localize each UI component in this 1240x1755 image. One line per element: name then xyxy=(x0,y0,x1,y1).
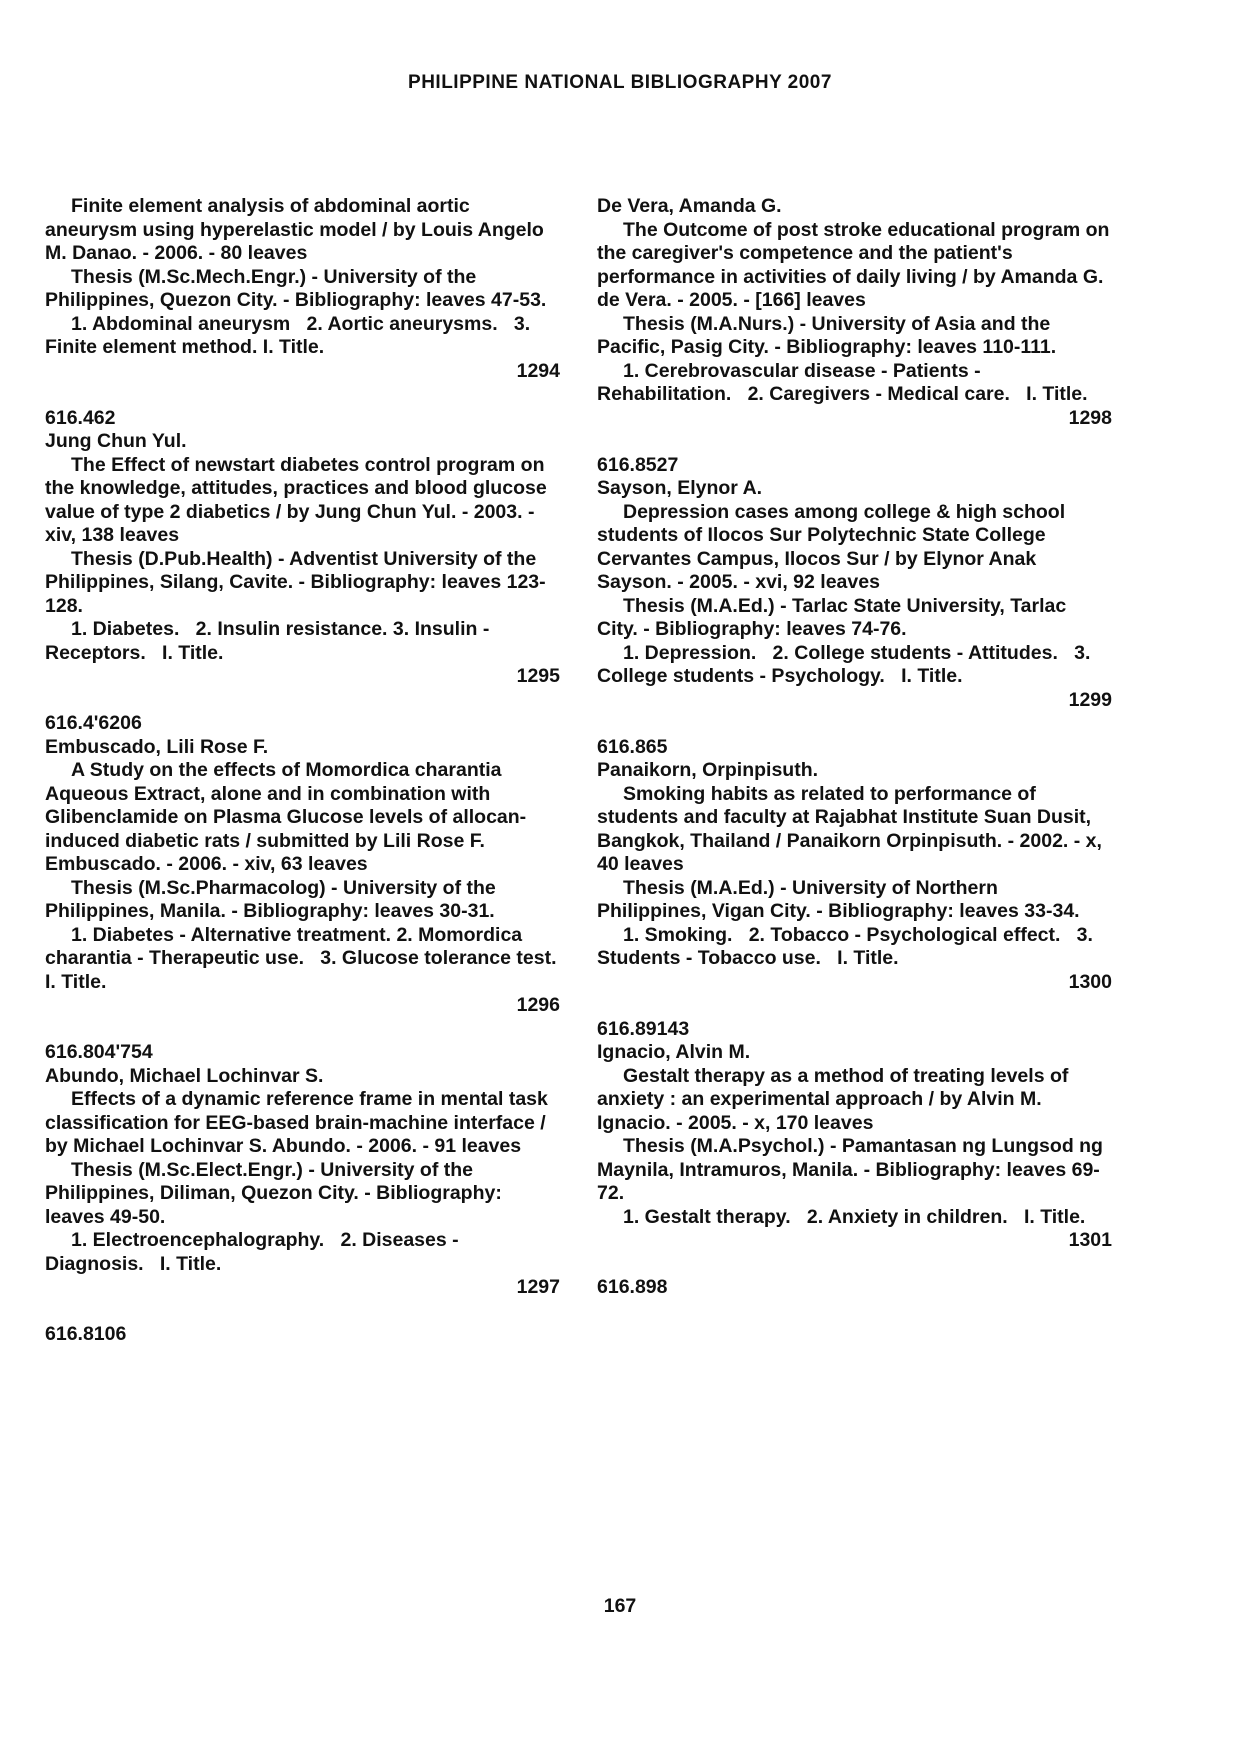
class-number: 616.89143 xyxy=(597,1017,690,1040)
entry-author: Jung Chun Yul. xyxy=(45,430,187,452)
class-number: 616.8527 xyxy=(597,453,679,476)
left-column xyxy=(45,195,573,1370)
entry-title: A Study on the effects of Momordica charantia Aqueous Extract, alone and in combination with Glibenclamide on Plasma Glucose levels of allocan-induced diabetic rats / submitted by Lili Rose F. Embuscado. - 2006. - xiv, 63 leaves xyxy=(45,759,527,875)
entry-subjects: 1. Gestalt therapy. 2. Anxiety in children. I. Title. xyxy=(623,1205,1086,1228)
entry-1299 xyxy=(597,454,1112,713)
entry-subjects: 1. Diabetes - Alternative treatment. 2. Momordica charantia - Therapeutic use. 3. Glucose tolerance test. I. Title. xyxy=(45,923,573,993)
entry-note: Thesis (M.A.Nurs.) - University of Asia and the Pacific, Pasig City. - Bibliography: leaves 110-111. xyxy=(597,312,1057,358)
entry-1300 xyxy=(597,736,1112,995)
entry-1301 xyxy=(597,1018,1112,1253)
entry-note: Thesis (M.A.Ed.) - Tarlac State University, Tarlac City. - Bibliography: leaves 74-76. xyxy=(597,594,1072,640)
entry-1294 xyxy=(45,195,560,383)
entry-1296 xyxy=(45,712,573,1018)
entry-subjects: 1. Abdominal aneurysm 2. Aortic aneurysms. 3. Finite element method. I. Title. xyxy=(45,312,536,358)
entry-next xyxy=(45,1323,560,1347)
page-header: PHILIPPINE NATIONAL BIBLIOGRAPHY 2007 xyxy=(408,72,832,93)
entry-subjects: 1. Cerebrovascular disease - Patients - Rehabilitation. 2. Caregivers - Medical care. I. Title. xyxy=(597,359,1088,405)
entry-number: 1300 xyxy=(1068,970,1112,993)
class-number: 616.804'754 xyxy=(45,1041,153,1063)
entry-subjects: 1. Diabetes. 2. Insulin resistance. 3. Insulin - Receptors. I. Title. xyxy=(45,618,495,664)
entry-number: 1294 xyxy=(516,359,560,382)
entry-subjects: 1. Electroencephalography. 2. Diseases - Diagnosis. I. Title. xyxy=(45,1229,465,1275)
entry-title: Smoking habits as related to performance of students and faculty at Rajabhat Institute Suan Dusit, Bangkok, Thailand / Panaikorn Orpinpisuth. - 2002. - x, 40 leaves xyxy=(597,782,1108,875)
class-number: 616.462 xyxy=(45,406,116,429)
entry-author: Abundo, Michael Lochinvar S. xyxy=(45,1064,324,1087)
entry-subjects: 1. Depression. 2. College students - Attitudes. 3. College students - Psychology. I. Title. xyxy=(597,641,1096,687)
entry-number: 1296 xyxy=(516,994,560,1016)
entry-author: Embuscado, Lili Rose F. xyxy=(45,735,269,758)
entry-number: 1301 xyxy=(1068,1229,1112,1251)
entry-next xyxy=(597,1276,1112,1300)
entry-title: The Effect of newstart diabetes control program on the knowledge, attitudes, practices and blood glucose value of type 2 diabetics / by Jung Chun Yul. - 2003. - xiv, 138 leaves xyxy=(45,453,553,546)
entry-number: 1298 xyxy=(1068,406,1112,429)
entry-title: Finite element analysis of abdominal aortic aneurysm using hyperelastic model / by Louis Angelo M. Danao. - 2006. - 80 leaves xyxy=(45,195,550,264)
entry-author: De Vera, Amanda G. xyxy=(597,195,782,217)
entry-1298 xyxy=(597,195,1115,430)
entry-note: Thesis (M.A.Ed.) - University of Northern Philippines, Vigan City. - Bibliography: leaves 33-34. xyxy=(597,876,1080,922)
entry-subjects: 1. Smoking. 2. Tobacco - Psychological effect. 3. Students - Tobacco use. I. Title. xyxy=(597,923,1099,969)
entry-note: Thesis (D.Pub.Health) - Adventist University of the Philippines, Silang, Cavite. - Bibliography: leaves 123-128. xyxy=(45,547,546,617)
entry-number: 1297 xyxy=(516,1276,560,1298)
entry-author: Ignacio, Alvin M. xyxy=(597,1041,751,1063)
right-column xyxy=(597,195,1115,1323)
entry-title: Depression cases among college & high school students of Ilocos Sur Polytechnic State College Cervantes Campus, Ilocos Sur / by Elynor Anak Sayson. - 2005. - xvi, 92 leaves xyxy=(597,500,1071,593)
entry-note: Thesis (M.Sc.Pharmacolog) - University of the Philippines, Manila. - Bibliography: leaves 30-31. xyxy=(45,876,502,922)
class-number: 616.8106 xyxy=(45,1323,127,1345)
page-number: 167 xyxy=(603,1595,637,1617)
class-number: 616.865 xyxy=(597,735,668,758)
entry-number: 1299 xyxy=(1068,688,1112,711)
entry-title: Effects of a dynamic reference frame in mental task classification for EEG-based brain-machine interface / by Michael Lochinvar S. Abundo. - 2006. - 91 leaves xyxy=(45,1088,554,1157)
class-number: 616.4'6206 xyxy=(45,712,142,734)
entry-author: Sayson, Elynor A. xyxy=(597,477,763,499)
entry-1297 xyxy=(45,1041,560,1300)
entry-author: Panaikorn, Orpinpisuth. xyxy=(597,759,819,781)
entry-1295 xyxy=(45,407,560,689)
entry-note: Thesis (M.Sc.Mech.Engr.) - University of the Philippines, Quezon City. - Bibliography: leaves 47-53. xyxy=(45,265,547,311)
entry-number: 1295 xyxy=(516,665,560,687)
class-number: 616.898 xyxy=(597,1276,668,1298)
entry-title: The Outcome of post stroke educational program on the caregiver's competence and the patient's performance in activities of daily living / by Amanda G. de Vera. - 2005. - [166] leaves xyxy=(597,218,1115,311)
entry-title: Gestalt therapy as a method of treating levels of anxiety : an experimental approach / by Alvin M. Ignacio. - 2005. - x, 170 leaves xyxy=(597,1064,1074,1134)
entry-note: Thesis (M.Sc.Elect.Engr.) - University of the Philippines, Diliman, Quezon City. - Bibliography: leaves 49-50. xyxy=(45,1158,508,1228)
entry-note: Thesis (M.A.Psychol.) - Pamantasan ng Lungsod ng Maynila, Intramuros, Manila. - Bibliography: leaves 69-72. xyxy=(597,1135,1109,1204)
